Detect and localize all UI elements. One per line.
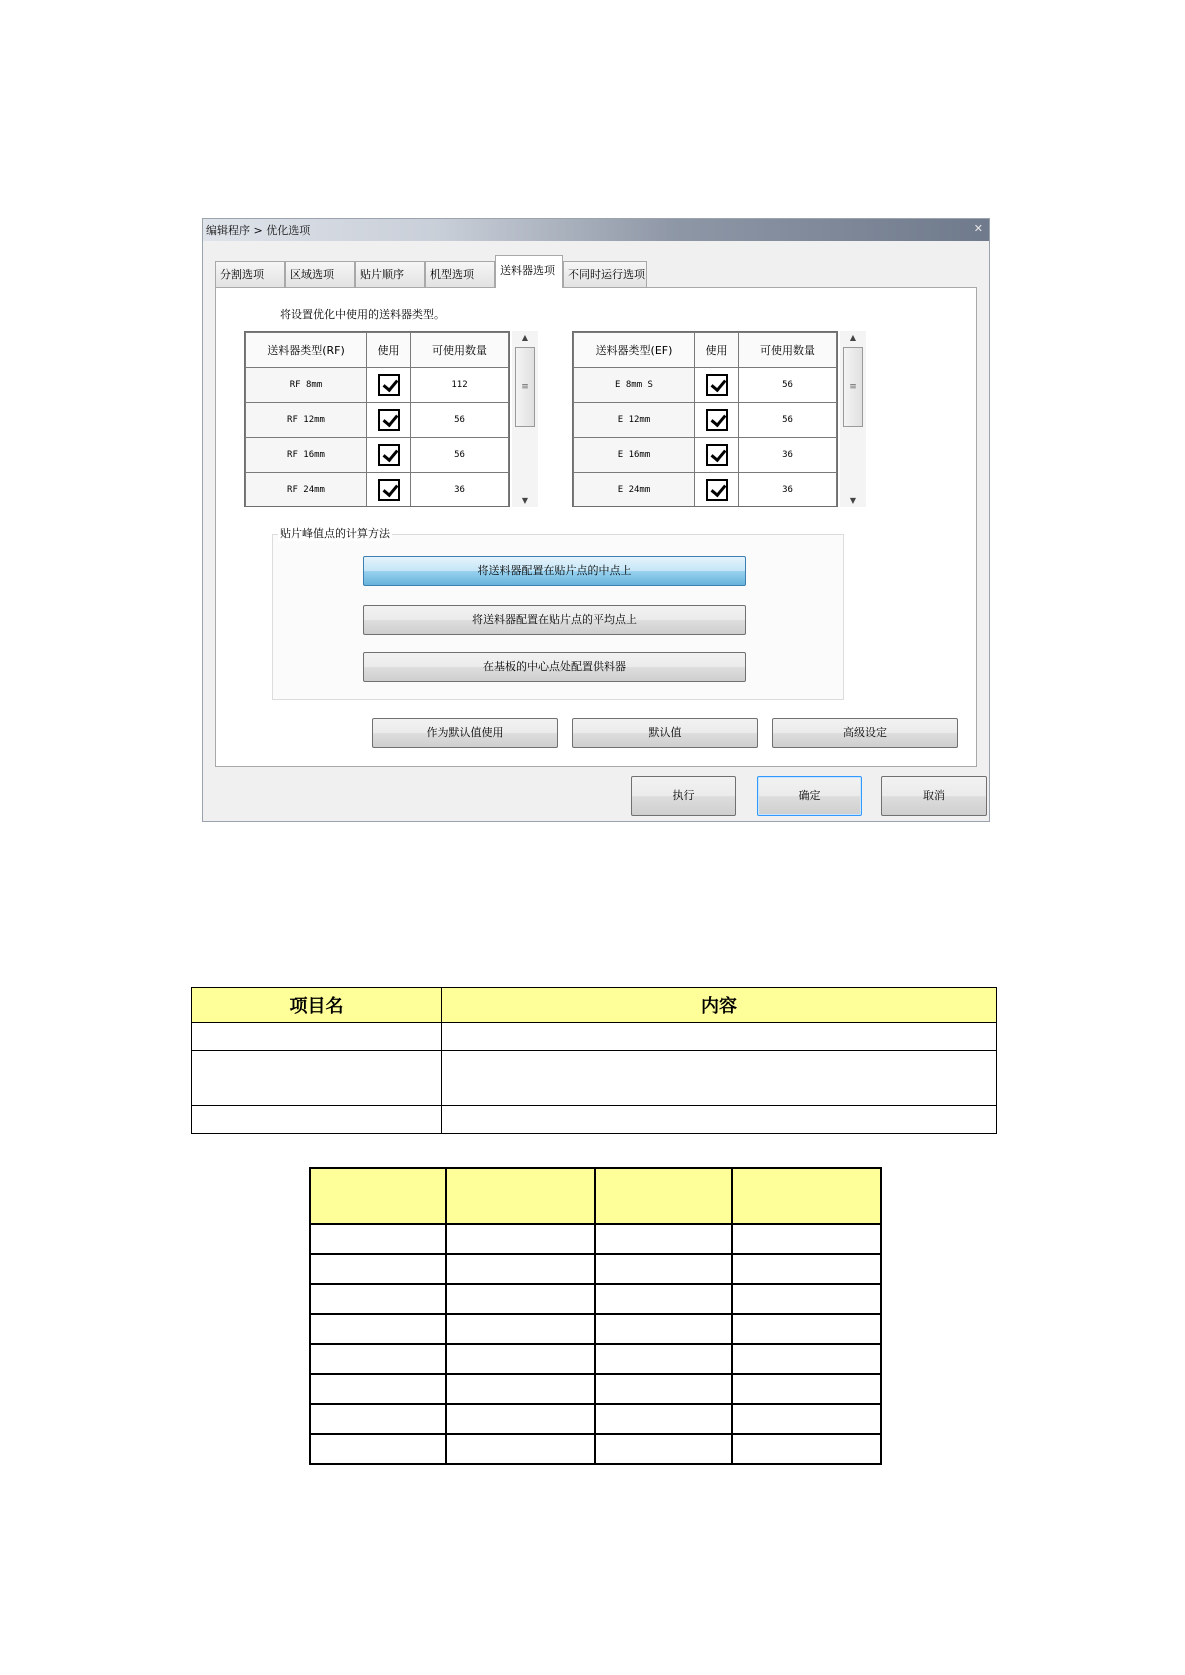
feeder-type: RF 8mm — [246, 368, 367, 403]
grid-header-count: 可使用数量 — [739, 333, 837, 368]
scroll-thumb[interactable]: ≡ — [843, 347, 863, 427]
method-average-point-button[interactable]: 将送料器配置在贴片点的平均点上 — [363, 605, 746, 635]
table-header-cell — [595, 1168, 732, 1224]
table-cell — [310, 1254, 446, 1284]
table-cell — [595, 1434, 732, 1464]
use-checkbox[interactable] — [706, 374, 728, 396]
scroll-down-icon[interactable]: ▼ — [521, 496, 529, 505]
scroll-up-icon[interactable]: ▲ — [849, 333, 857, 342]
rf-grid-scrollbar[interactable] — [512, 331, 538, 507]
dialog-title: 编辑程序 > 优化选项 — [206, 224, 311, 237]
tab-feeder-options[interactable]: 送料器选项 — [495, 255, 563, 288]
table-row — [310, 1284, 881, 1314]
table-cell — [595, 1224, 732, 1254]
header-item-name: 项目名 — [192, 988, 442, 1023]
table-row — [310, 1224, 881, 1254]
available-count[interactable]: 36 — [739, 473, 837, 508]
table-cell — [310, 1284, 446, 1314]
use-checkbox[interactable] — [378, 479, 400, 501]
feeder-list-table — [309, 1167, 882, 1465]
table-row — [310, 1434, 881, 1464]
table-cell — [446, 1254, 595, 1284]
tab-placement-order[interactable]: 贴片顺序 — [355, 261, 425, 287]
table-cell — [595, 1284, 732, 1314]
feeder-type: RF 24mm — [246, 473, 367, 508]
use-checkbox[interactable] — [378, 444, 400, 466]
table-header-cell — [732, 1168, 881, 1224]
group-title: 贴片峰值点的计算方法 — [280, 527, 390, 540]
table-cell — [442, 1106, 997, 1134]
table-cell — [192, 1106, 442, 1134]
default-values-button[interactable]: 默认值 — [572, 718, 758, 748]
available-count[interactable]: 56 — [739, 403, 837, 438]
table-cell — [595, 1404, 732, 1434]
table-row — [310, 1404, 881, 1434]
tab-split-options[interactable]: 分割选项 — [215, 261, 285, 287]
table-cell — [595, 1374, 732, 1404]
table-header-cell — [446, 1168, 595, 1224]
close-icon[interactable]: ✕ — [973, 222, 983, 235]
table-cell — [446, 1434, 595, 1464]
table-row — [310, 1344, 881, 1374]
table-row — [246, 403, 509, 438]
available-count[interactable]: 36 — [411, 473, 509, 508]
available-count[interactable]: 56 — [739, 368, 837, 403]
table-cell — [442, 1023, 997, 1051]
use-checkbox[interactable] — [706, 409, 728, 431]
table-row — [310, 1314, 881, 1344]
method-midpoint-button[interactable]: 将送料器配置在贴片点的中点上 — [363, 556, 746, 586]
table-cell — [732, 1434, 881, 1464]
table-cell — [310, 1374, 446, 1404]
title-bar[interactable] — [203, 219, 989, 241]
table-cell — [310, 1314, 446, 1344]
table-cell — [446, 1374, 595, 1404]
item-description-table — [191, 987, 997, 1134]
ok-button[interactable]: 确定 — [757, 776, 862, 816]
use-checkbox[interactable] — [378, 409, 400, 431]
feeder-type: RF 12mm — [246, 403, 367, 438]
table-row — [310, 1374, 881, 1404]
table-cell — [732, 1404, 881, 1434]
table-cell — [446, 1404, 595, 1434]
table-row — [192, 1023, 997, 1051]
table-cell — [446, 1224, 595, 1254]
table-cell — [732, 1224, 881, 1254]
method-board-center-button[interactable]: 在基板的中心点处配置供料器 — [363, 652, 746, 682]
table-cell — [446, 1344, 595, 1374]
table-cell — [442, 1051, 997, 1106]
table-row — [574, 438, 837, 473]
table-row — [192, 1051, 997, 1106]
table-row — [574, 473, 837, 508]
table-cell — [310, 1434, 446, 1464]
use-as-default-button[interactable]: 作为默认值使用 — [372, 718, 558, 748]
table-row — [246, 438, 509, 473]
feeder-type: RF 16mm — [246, 438, 367, 473]
use-checkbox[interactable] — [706, 479, 728, 501]
table-row — [246, 368, 509, 403]
table-cell — [310, 1224, 446, 1254]
table-row — [192, 1106, 997, 1134]
table-cell — [732, 1284, 881, 1314]
grid-header-type: 送料器类型(EF) — [574, 333, 695, 368]
tab-non-concurrent-options[interactable]: 不同时运行选项 — [563, 261, 647, 287]
table-cell — [732, 1344, 881, 1374]
table-cell — [595, 1254, 732, 1284]
tab-machine-options[interactable]: 机型选项 — [425, 261, 495, 287]
table-row — [310, 1254, 881, 1284]
rf-feeder-grid — [244, 331, 510, 507]
available-count[interactable]: 112 — [411, 368, 509, 403]
table-row — [574, 403, 837, 438]
table-row — [574, 368, 837, 403]
feeder-type: E 16mm — [574, 438, 695, 473]
grid-header-type: 送料器类型(RF) — [246, 333, 367, 368]
feeder-type: E 12mm — [574, 403, 695, 438]
scroll-thumb[interactable]: ≡ — [515, 347, 535, 427]
available-count[interactable]: 56 — [411, 438, 509, 473]
ef-grid-scrollbar[interactable] — [840, 331, 866, 507]
table-row — [246, 473, 509, 508]
grid-header-use: 使用 — [695, 333, 739, 368]
table-header-cell — [310, 1168, 446, 1224]
scroll-up-icon[interactable]: ▲ — [521, 333, 529, 342]
table-cell — [732, 1254, 881, 1284]
cancel-button[interactable]: 取消 — [881, 776, 987, 816]
table-cell — [192, 1023, 442, 1051]
optimization-options-dialog — [202, 218, 990, 822]
table-cell — [446, 1284, 595, 1314]
tab-area-options[interactable]: 区域选项 — [285, 261, 355, 287]
header-content: 内容 — [442, 988, 997, 1023]
advanced-settings-button[interactable]: 高级设定 — [772, 718, 958, 748]
available-count[interactable]: 36 — [739, 438, 837, 473]
grid-header-use: 使用 — [367, 333, 411, 368]
use-checkbox[interactable] — [378, 374, 400, 396]
table-cell — [310, 1404, 446, 1434]
table-cell — [595, 1344, 732, 1374]
table-cell — [310, 1344, 446, 1374]
table-cell — [446, 1314, 595, 1344]
grid-header-count: 可使用数量 — [411, 333, 509, 368]
table-cell — [732, 1314, 881, 1344]
feeder-type: E 24mm — [574, 473, 695, 508]
available-count[interactable]: 56 — [411, 403, 509, 438]
ef-feeder-grid — [572, 331, 838, 507]
table-cell — [595, 1314, 732, 1344]
feeder-type: E 8mm S — [574, 368, 695, 403]
use-checkbox[interactable] — [706, 444, 728, 466]
execute-button[interactable]: 执行 — [631, 776, 736, 816]
panel-hint: 将设置优化中使用的送料器类型。 — [280, 308, 445, 321]
table-cell — [192, 1051, 442, 1106]
table-cell — [732, 1374, 881, 1404]
scroll-down-icon[interactable]: ▼ — [849, 496, 857, 505]
feeder-options-panel — [215, 287, 977, 767]
